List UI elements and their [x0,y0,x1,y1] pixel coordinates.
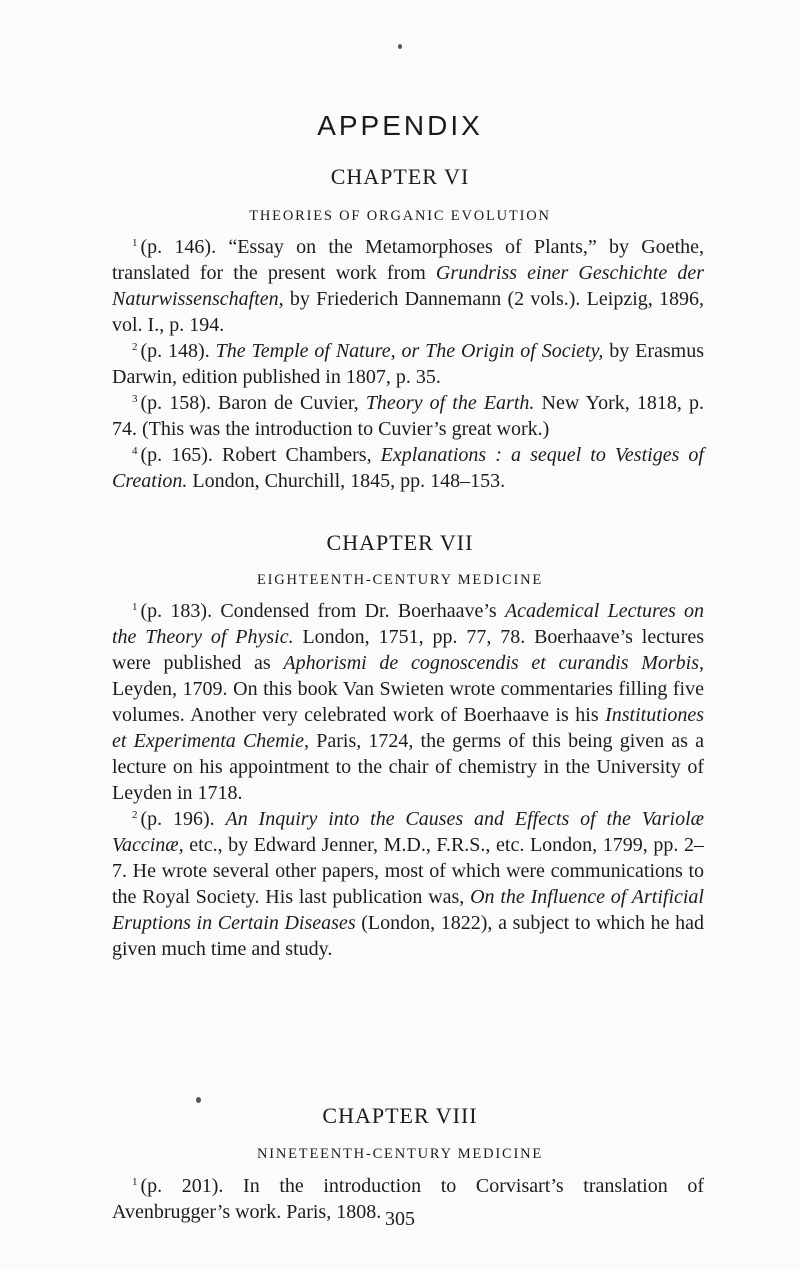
footnote-marker: 4 [132,445,138,457]
footnote-text: (p. 146). “Essay on the Metamorphoses of Plants,” by Goethe, translated for the present work from [112,236,704,284]
footnote [112,442,704,494]
chapter-vi-notes [112,234,704,494]
footnote-text: London, Churchill, 1845, pp. 148–153. [187,470,506,492]
footnote-title-italic: Academical Lectures on the Theory of Physic. [112,600,704,648]
footnote-marker: 1 [132,1176,138,1188]
footnote [112,806,704,962]
chapter-vi-subtitle: THEORIES OF ORGANIC EVOLUTION [249,208,551,224]
footnote-title-italic: Grundriss einer Geschichte der Naturwissenschaften, [112,262,705,310]
footnote-marker: 1 [132,601,138,613]
footnote-text: (p. 196). [140,808,226,830]
footnote-text: New York, 1818, p. 74. (This was the introduction to Cuvier’s great work.) [112,392,704,440]
footnote [112,234,704,338]
footnote-text: (p. 183). Condensed from Dr. Boerhaave’s [140,600,505,622]
footnote-title-italic: Theory of the Earth. [365,392,535,414]
footnote-text: by Erasmus Darwin, edition published in 1807, p. 35. [112,340,704,388]
footnote-text: (p. 201). In the introduction to Corvisart’s translation of Avenbrugger’s work. Paris, 1808. [112,1175,704,1223]
chapter-vii-title: CHAPTER VII [326,530,474,555]
appendix-heading: APPENDIX [317,110,483,141]
ink-speck [398,44,402,49]
footnote-text: (p. 148). [140,340,216,362]
chapter-vii-subtitle: EIGHTEENTH-CENTURY MEDICINE [256,572,544,588]
chapter-viii-title: CHAPTER VIII [322,1103,478,1128]
footnote-marker: 3 [132,393,138,405]
footnote-text: Leyden, 1709. On this book Van Swieten wrote commentaries filling five volumes. Another very celebrated work of Boerhaave is his [112,678,704,726]
footnote-title-italic: Explanations : a sequel to Vestiges of Creation. [112,444,704,492]
footnote-title-italic: The Temple of Nature, or The Origin of Society, [215,340,604,362]
page-number: 305 [385,1208,415,1230]
footnote-marker: 2 [132,809,138,821]
footnote-marker: 2 [132,341,138,353]
footnote-text: (p. 165). Robert Chambers, [140,444,381,466]
footnote [112,598,704,806]
footnote-title-italic: On the Influence of Artificial Eruptions in Certain Diseases [112,886,704,934]
footnote-text: London, 1751, pp. 77, 78. Boerhaave’s lectures were published as [112,626,704,674]
footnote-text: (London, 1822), a subject to which he had given much time and study. [112,912,704,960]
footnote-text: Paris, 1724, the germs of this being given as a lecture on his appointment to the chair of chemistry in the University of Leyden in 1718. [112,730,705,804]
footnote-title-italic: Institutiones et Experimenta Chemie, [112,704,704,752]
footnote [112,338,704,390]
footnote-marker: 1 [132,237,138,249]
footnote-title-italic: Aphorismi de cognoscendis et curandis Morbis, [283,652,704,674]
chapter-viii-subtitle: NINETEENTH-CENTURY MEDICINE [256,1146,544,1162]
footnote-text: by Friederich Dannemann (2 vols.). Leipzig, 1896, vol. I., p. 194. [112,288,704,336]
footnote-text: etc., by Edward Jenner, M.D., F.R.S., etc. London, 1799, pp. 2–7. He wrote several other papers, most of which were communications to the Royal Society. His last publication was, [112,834,704,908]
footnote [112,390,704,442]
chapter-vii-notes [112,598,704,962]
footnote-text: (p. 158). Baron de Cuvier, [140,392,366,414]
footnote-title-italic: An Inquiry into the Causes and Effects of the Variolæ Vaccinæ, [112,808,704,856]
chapter-vi-title: CHAPTER VI [330,164,470,189]
